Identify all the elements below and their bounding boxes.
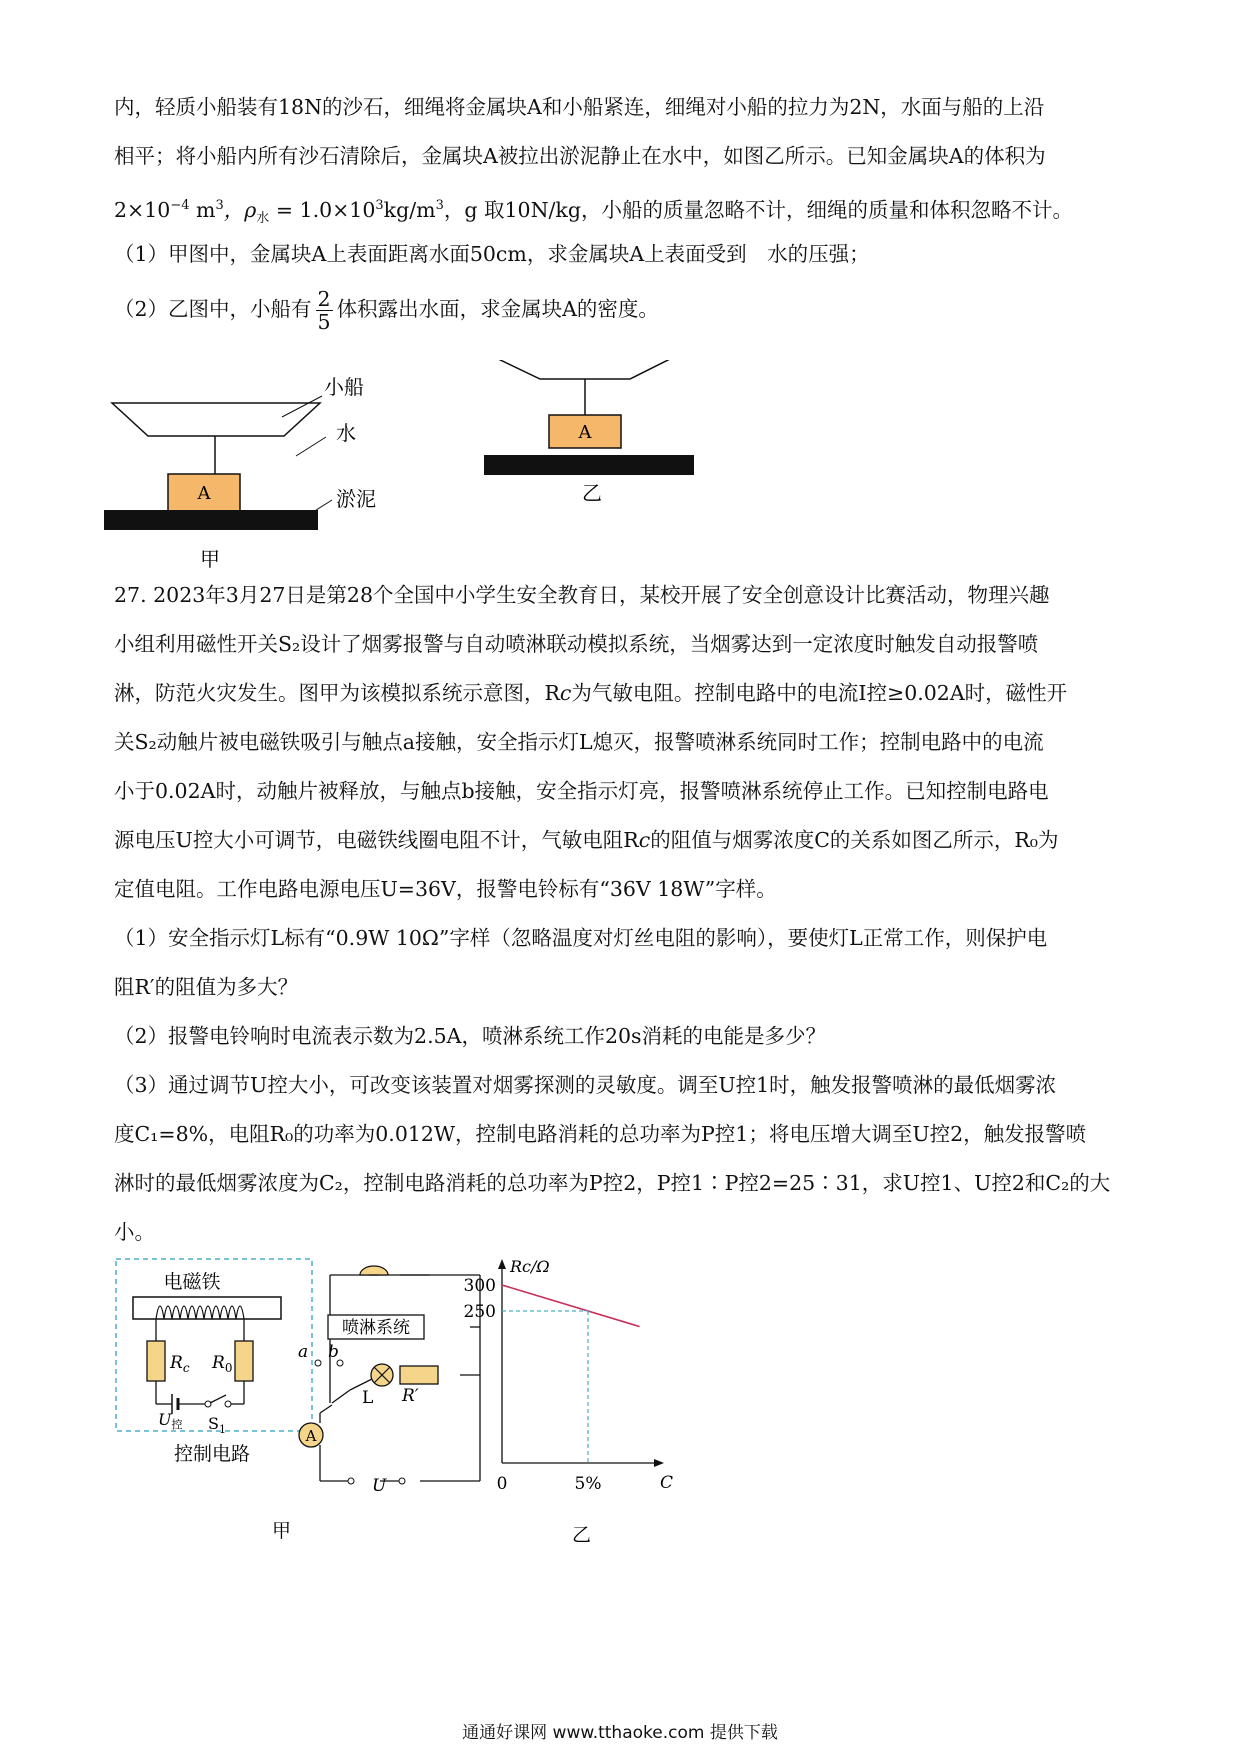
label-u: U (372, 1476, 387, 1496)
label-u-ctrl: U控 (158, 1410, 183, 1431)
text-line: 源电压U控大小可调节，电磁铁线圈电阻不计，气敏电阻R𝑐的阻值与烟雾浓度C的关系如图乙所示，R₀为 (114, 828, 1059, 852)
terminal-right (399, 1478, 405, 1484)
label-r0: $R_0$ (212, 1353, 233, 1375)
caption-right: 乙 (572, 1524, 592, 1545)
text-line: 内，轻质小船装有18N的沙石，细绳将金属块A和小船紧连，细绳对小船的拉力为2N，水面与船的上沿 (114, 95, 1045, 119)
caption-control-circuit: 控制电路 (173, 1443, 251, 1465)
resistor-rprime (400, 1366, 438, 1384)
label-spray-system: 喷淋系统 (342, 1318, 410, 1338)
question-3-line2: 度C₁=8%，电阻R₀的功率为0.012W，控制电路消耗的总功率为P控1；将电压增大调至U控2，触发报警喷 (114, 1122, 1087, 1146)
switch-s1-pivot (205, 1401, 211, 1407)
caption-right: 乙 (582, 481, 602, 505)
text-line: 定值电阻。工作电路电源电压U=36V，报警电铃标有“36V 18W”字样。 (114, 877, 777, 901)
y-tick-label: 250 (463, 1302, 496, 1322)
y-tick-label: 300 (463, 1276, 496, 1296)
question-1: （1）甲图中，金属块A上表面距离水面50cm，求金属块A上表面受到 水的压强； (114, 242, 870, 266)
label-rc: $R_c$ (170, 1353, 190, 1375)
x-tick-label: 0 (496, 1474, 508, 1494)
label-a: a (298, 1342, 309, 1362)
question-1-line1: （1）安全指示灯L标有“0.9W 10Ω”字样（忽略温度对灯丝电阻的影响），要使灯L正常工作，则保护电 (114, 926, 1048, 950)
label-b: b (328, 1342, 339, 1362)
right-mud (484, 455, 694, 475)
left-block-label: A (197, 483, 211, 504)
text-line: 淋，防范火灾发生。图甲为该模拟系统示意图，R𝑐为气敏电阻。控制电路中的电流I控≥0.02A时，磁性开 (114, 681, 1068, 705)
label-water: 水 (336, 421, 356, 445)
contact-a (315, 1360, 321, 1366)
switch-s1-blade (210, 1395, 226, 1403)
resistor-r0 (235, 1341, 253, 1381)
terminal-left (348, 1478, 354, 1484)
formula-line: $2\times 10^{-4}$ $m^3$，$\rho_水 = 1.0\times 10^3kg/m^3$，g 取10N/kg，小船的质量忽略不计，细绳的质量和体积忽略不计。 (114, 197, 1073, 226)
rc-chart (464, 1257, 673, 1494)
question-3-line1: （3）通过调节U控大小，可改变该装置对烟雾探测的灵敏度。调至U控1时，触发报警喷淋的最低烟雾浓 (114, 1073, 1057, 1097)
text-line: 关S₂动触片被电磁铁吸引与触点a接触，安全指示灯L熄灭，报警喷淋系统同时工作；控制电路中的电流 (114, 730, 1044, 754)
electromagnet-core (133, 1297, 281, 1319)
question-2: （2）乙图中，小船有 $\frac{2}{5}$ 体积露出水面，求金属块A的密度。 (114, 287, 659, 334)
problem-26-text (114, 83, 1129, 339)
label-s1: $S_1$ (208, 1414, 226, 1436)
text-line: 小于0.02A时，动触片被释放，与触点b接触，安全指示灯亮，报警喷淋系统停止工作。已知控制电路电 (114, 779, 1049, 803)
text-line: 小组利用磁性开关S₂设计了烟雾报警与自动喷淋联动模拟系统，当烟雾达到一定浓度时触发自动报警喷 (114, 632, 1039, 656)
label-electromagnet: 电磁铁 (163, 1271, 221, 1293)
label-ammeter: A (305, 1427, 317, 1445)
question-3-line4: 小。 (114, 1220, 155, 1244)
question-3-line3: 淋时的最低烟雾浓度为C₂，控制电路消耗的总功率为P控2，P控1∶P控2=25∶31，求U控1、U控2和C₂的大 (114, 1171, 1111, 1195)
question-2: （2）报警电铃响时电流表示数为2.5A，喷淋系统工作20s消耗的电能是多少？ (114, 1024, 827, 1048)
bell-icon (360, 1266, 388, 1275)
footer: 通通好课网 www.tthaoke.com 提供下载 (462, 1723, 778, 1743)
x-axis-label: C (660, 1473, 674, 1493)
label-mud: 淤泥 (336, 487, 376, 511)
label-boat: 小船 (324, 375, 364, 399)
text-line: 27. 2023年3月27日是第28个全国中小学生安全教育日，某校开展了安全创意设计比赛活动，物理兴趣 (114, 583, 1050, 607)
caption-left: 甲 (272, 1520, 292, 1542)
text-line: 相平；将小船内所有沙石清除后，金属块A被拉出淤泥静止在水中，如图乙所示。已知金属块A的体积为 (114, 144, 1046, 168)
left-mud (104, 510, 318, 530)
question-1-line2: 阻R′的阻值为多大？ (114, 975, 299, 999)
x-tick-label: 5% (574, 1474, 602, 1494)
rc-line (502, 1285, 640, 1327)
label-l: L (362, 1388, 374, 1408)
y-axis-label: R𝑐/Ω (510, 1257, 550, 1276)
fraction: $\frac{2}{5}$ (317, 287, 331, 334)
caption-left: 甲 (200, 547, 220, 570)
resistor-rc (147, 1341, 165, 1381)
problem-27-text (114, 571, 1129, 1257)
right-block-label: A (578, 422, 592, 443)
figure-circuit (100, 1255, 820, 1545)
figure-boats-drawing (100, 360, 820, 570)
label-rprime: R′ (402, 1386, 419, 1406)
